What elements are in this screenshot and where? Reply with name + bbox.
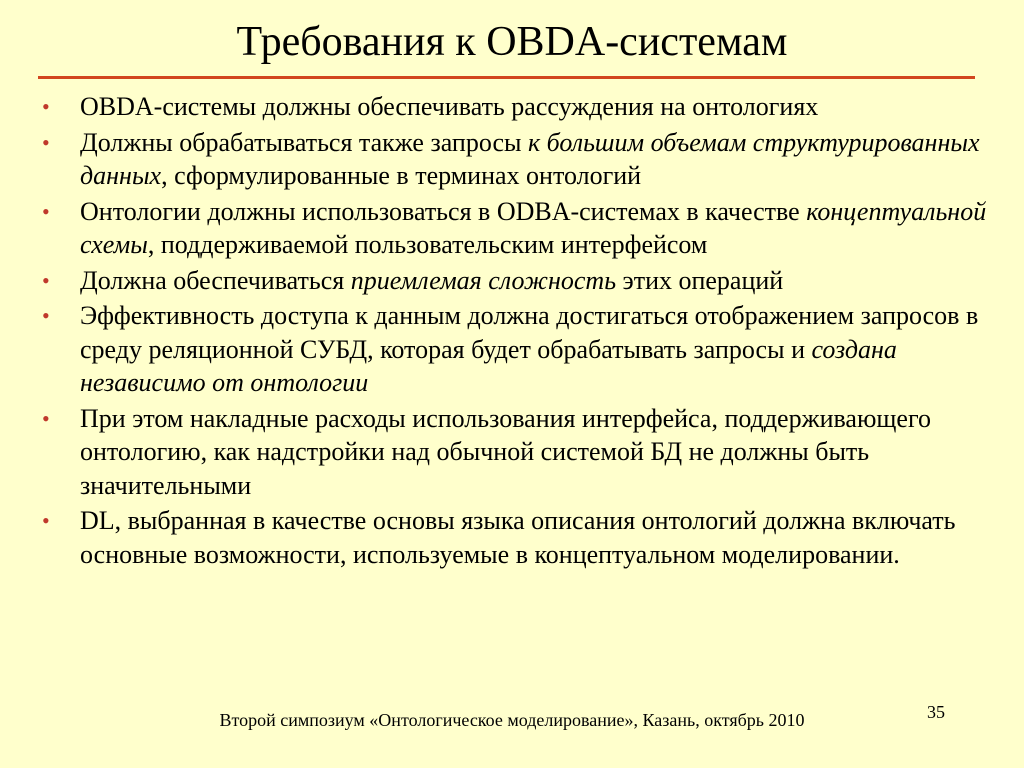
slide-title: Требования к OBDA-системам <box>236 19 788 65</box>
bullet-text: DL, выбранная в качестве основы языка описания онтологий должна включать основные возможности, используемые в концептуальном моделировании. <box>80 506 956 569</box>
bullet-item <box>40 402 990 503</box>
page-number: 35 <box>927 702 945 722</box>
bullet-text: этих операций <box>616 265 784 295</box>
bullet-item <box>40 195 990 262</box>
bullet-emphasis: к большим объемам структурированных данных <box>80 127 980 190</box>
bullet-text: OBDA-системы должны обеспечивать рассуждения на онтологиях <box>80 92 819 121</box>
footer-text: Второй симпозиум «Онтологическое моделирование», Казань, октябрь 2010 <box>219 710 805 730</box>
bullet-text: , поддерживаемой пользовательским интерфейсом <box>147 230 708 259</box>
bullet-item <box>40 264 990 298</box>
bullet-emphasis: создана независимо от онтологии <box>80 334 897 397</box>
title-divider <box>38 76 975 79</box>
bullet-icon: • <box>42 267 50 293</box>
bullet-text: При этом накладные расходы использования интерфейса, поддерживающего онтологию, как надстройки над обычной системой БД не должны быть значительными <box>80 403 931 500</box>
bullet-icon: • <box>42 94 50 119</box>
bullet-icon: • <box>42 198 50 224</box>
bullet-item <box>40 504 990 571</box>
bullet-item <box>40 90 990 124</box>
bullet-icon: • <box>42 129 50 155</box>
bullet-emphasis: концептуальной схемы <box>80 196 987 259</box>
bullet-text: Онтологии должны использоваться в ODBA-системах в качестве <box>80 196 807 226</box>
bullet-emphasis: приемлемая сложность <box>350 265 617 295</box>
bullet-list <box>40 90 990 573</box>
bullet-text: , сформулированные в терминах онтологий <box>161 161 642 190</box>
bullet-text: Эффективность доступа к данным должна достигаться отображением запросов в среду реляционной СУБД, которая будет обрабатывать запросы и <box>80 301 979 364</box>
bullet-item <box>40 126 990 193</box>
bullet-item <box>40 299 990 400</box>
bullet-icon: • <box>42 405 50 431</box>
bullet-icon: • <box>42 303 50 328</box>
bullet-text: Должны обрабатываться также запросы <box>80 127 528 157</box>
bullet-icon: • <box>42 508 50 533</box>
bullet-text: Должна обеспечиваться <box>80 265 351 295</box>
